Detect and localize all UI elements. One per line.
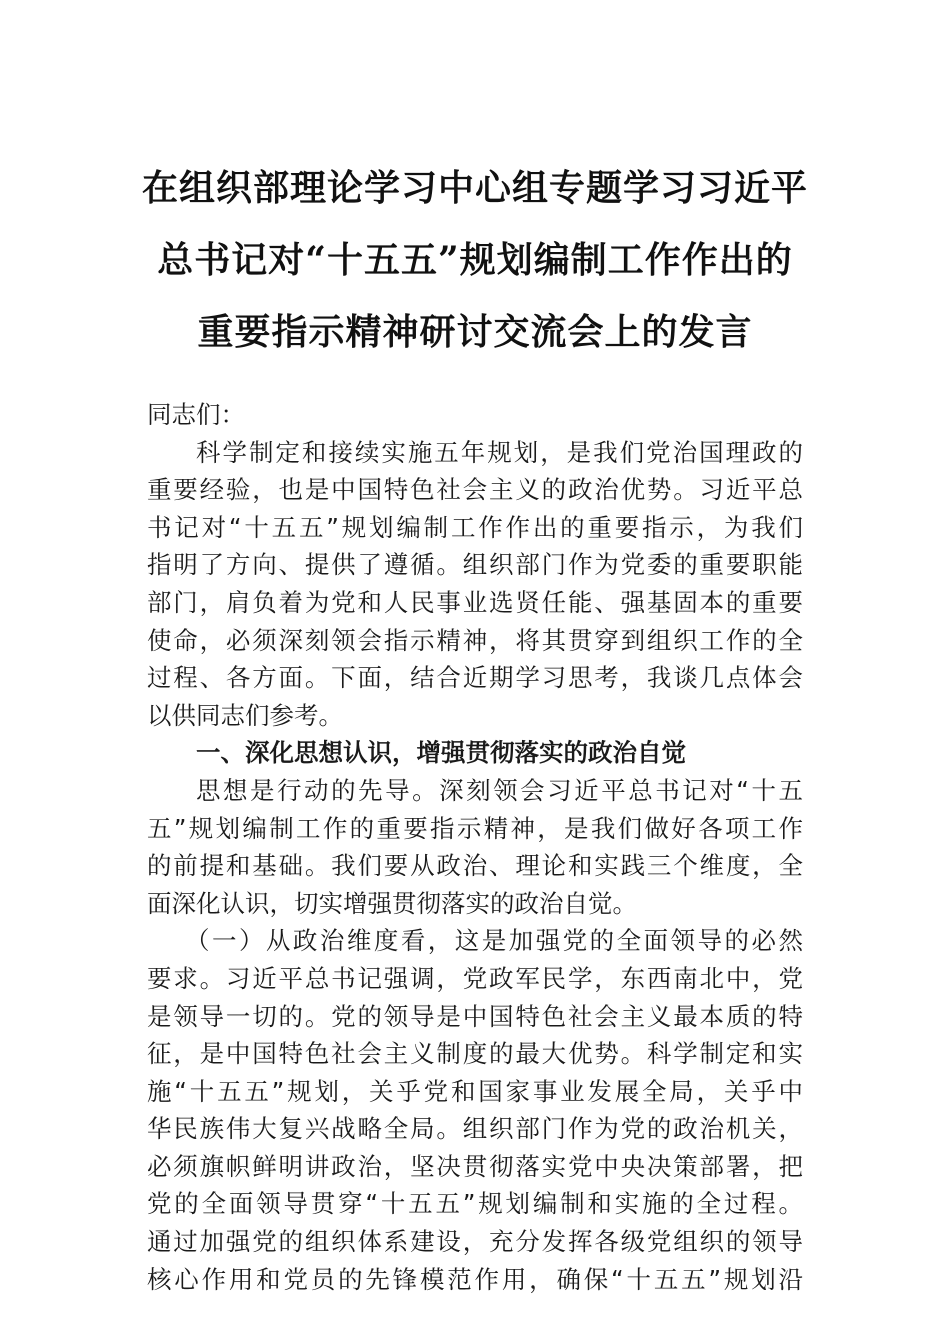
title-line-2: 总书记对“十五五”规划编制工作作出的 bbox=[157, 239, 793, 281]
text-line: 过程、各方面。下面，结合近期学习思考，我谈几点体会 bbox=[147, 663, 803, 693]
text-line: 是领导一切的。党的领导是中国特色社会主义最本质的特 bbox=[147, 1001, 803, 1031]
paragraph-section1-intro bbox=[147, 772, 803, 922]
section-heading-1: 一、深化思想认识，增强贯彻落实的政治自觉 bbox=[196, 738, 686, 768]
text-line: 征，是中国特色社会主义制度的最大优势。科学制定和实 bbox=[147, 1039, 803, 1069]
title-line-3: 重要指示精神研讨交流会上的发言 bbox=[197, 311, 753, 353]
text-line: 华民族伟大复兴战略全局。组织部门作为党的政治机关， bbox=[147, 1114, 803, 1144]
text-line: 以供同志们参考。 bbox=[147, 700, 343, 730]
text-line: 指明了方向、提供了遵循。组织部门作为党委的重要职能 bbox=[147, 550, 803, 580]
text-line: 核心作用和党员的先锋模范作用，确保“十五五”规划沿 bbox=[147, 1264, 803, 1294]
text-line: 书记对“十五五”规划编制工作作出的重要指示，为我们 bbox=[147, 512, 803, 542]
text-line: 要求。习近平总书记强调，党政军民学，东西南北中，党 bbox=[147, 963, 803, 993]
salutation: 同志们： bbox=[147, 400, 245, 429]
paragraph-political-dimension bbox=[147, 922, 803, 1298]
text-line: 五”规划编制工作的重要指示精神，是我们做好各项工作 bbox=[147, 813, 803, 843]
text-line: 通过加强党的组织体系建设，充分发挥各级党组织的领导 bbox=[147, 1227, 803, 1257]
text-line: 面深化认识，切实增强贯彻落实的政治自觉。 bbox=[147, 888, 637, 918]
title-line-1: 在组织部理论学习中心组专题学习习近平 bbox=[141, 167, 808, 209]
subheading-line: （一）从政治维度看，这是加强党的全面领导的必然 bbox=[185, 926, 803, 956]
text-line: 必须旗帜鲜明讲政治，坚决贯彻落实党中央决策部署，把 bbox=[147, 1151, 803, 1181]
text-line: 施“十五五”规划，关乎党和国家事业发展全局，关乎中 bbox=[147, 1076, 803, 1106]
text-line: 重要经验，也是中国特色社会主义的政治优势。习近平总 bbox=[147, 475, 803, 505]
document-body bbox=[147, 396, 803, 1298]
text-line: 思想是行动的先导。深刻领会习近平总书记对“十五 bbox=[196, 775, 803, 805]
text-line: 部门，肩负着为党和人民事业选贤任能、强基固本的重要 bbox=[147, 587, 803, 617]
text-line: 使命，必须深刻领会指示精神，将其贯穿到组织工作的全 bbox=[147, 625, 803, 655]
text-line: 党的全面领导贯穿“十五五”规划编制和实施的全过程。 bbox=[147, 1189, 803, 1219]
document-title bbox=[100, 152, 850, 368]
paragraph-intro bbox=[147, 434, 803, 735]
text-line: 的前提和基础。我们要从政治、理论和实践三个维度，全 bbox=[147, 851, 803, 881]
text-line: 科学制定和接续实施五年规划，是我们党治国理政的 bbox=[196, 437, 803, 467]
